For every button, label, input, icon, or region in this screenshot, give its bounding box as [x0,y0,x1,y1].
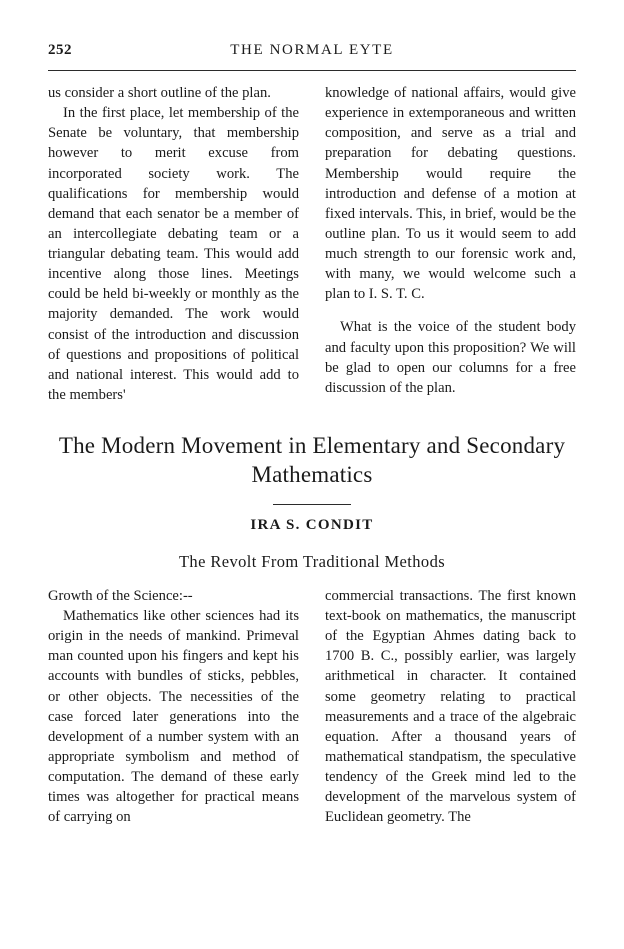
paragraph: knowledge of national affairs, would give experience in extemporaneous and written composition, and serve as a trial and preparation for debating questions. Membership would require the introduction and defense of a motion at fixed intervals. This, in brief, would be the outline plan. To us it would seem to add much strength to our forensic work and, with many, we would welcome such a plan to I. S. T. C. [325,85,576,303]
article-left-column [48,586,299,828]
page-header [0,0,624,59]
paragraph: commercial transactions. The first known text-book on mathematics, the manuscript of the Egyptian Ahmes dating back to 1700 B. C., possibly earlier, was largely arithmetical in character. It contained some geometry relating to practical measurements and a trace of the algebraic equation. After a thousand years of mathematical standpatism, the speculative tendency of the Greek mind led to the development of the marvelous system of Euclidean geometry. The [325,587,576,826]
article-header [0,405,624,572]
page-number: 252 [48,42,72,58]
article-right-column [325,586,576,828]
article-author: IRA S. CONDIT [250,516,374,533]
article-text-columns [0,572,624,828]
title-rule [273,504,351,505]
paragraph: What is the voice of the student body and faculty upon this proposition? We will be glad to open our columns for a free discussion of the plan. [325,319,576,396]
article-subhead: The Revolt From Traditional Methods [178,551,446,571]
paragraph: In the first place, let membership of the Senate be voluntary, that membership however to merit excuse from incorporated society work. The qualifications for membership would demand that each senator be a member of an intercollegiate debating team or a triangular debating team. This would add incentive along those lines. Meetings could be held bi-weekly or monthly as the majority demanded. The work would consist of the introduction and discussion of questions and propositions of political and national interest. This would add to the members' [48,105,299,403]
top-right-column [325,83,576,405]
paragraph: Growth of the Science:-- [48,587,193,604]
top-text-columns [0,71,624,405]
article-title: The Modern Movement in Elementary and Secondary Mathematics [58,433,566,488]
running-head-title: THE NORMAL EYTE [230,42,394,58]
paragraph: Mathematics like other sciences had its origin in the needs of mankind. Primeval man counted upon his fingers and kept his accounts with bundles of sticks, pebbles, or other objects. The necessities of the case forced later generations into the development of a number system with an appropriate symbolism and method of computation. The demand of these early times was altogether for practical means of carrying on [48,608,299,826]
paragraph: us consider a short outline of the plan. [48,85,271,101]
top-left-column [48,83,299,405]
